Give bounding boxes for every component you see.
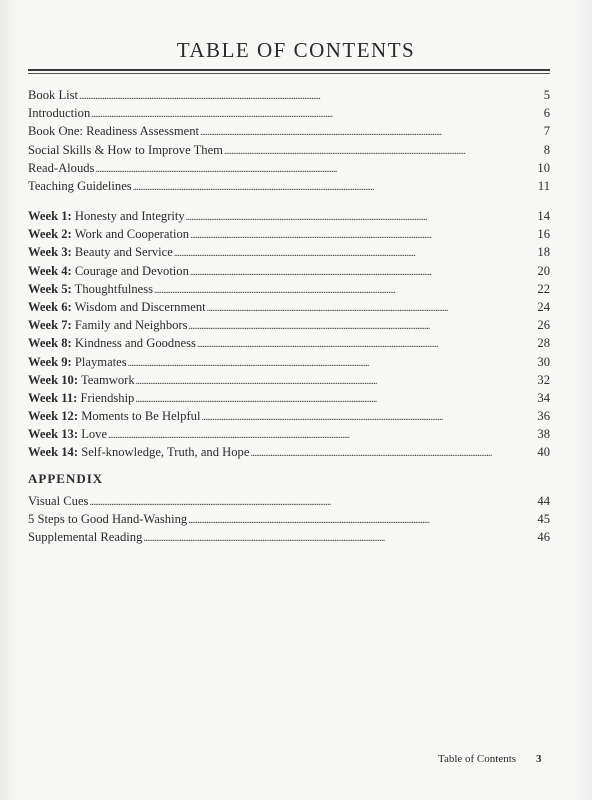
toc-entry-title (28, 316, 188, 334)
toc-entry-label: Love (81, 427, 108, 442)
toc-page-number: 28 (537, 336, 550, 351)
dot-leader (95, 161, 536, 179)
dot-leader (128, 355, 537, 373)
toc-entry (28, 207, 550, 225)
toc-entry-label: Beauty and Service (74, 245, 173, 260)
toc-entry-title (28, 492, 88, 510)
toc-entry-title (28, 407, 200, 425)
toc-page-number: 10 (537, 160, 550, 175)
toc-entry-title (28, 159, 94, 177)
dot-leader (136, 373, 537, 391)
toc-entry (28, 159, 550, 177)
toc-entry (28, 528, 550, 546)
toc-entry (28, 316, 550, 334)
toc-entry-title (28, 122, 199, 140)
dot-leader (250, 445, 536, 463)
dot-leader (189, 318, 537, 336)
toc-entry-title (28, 177, 132, 195)
appendix-heading: APPENDIX (28, 471, 104, 486)
dot-leader (154, 282, 536, 300)
toc-page-number: 14 (537, 209, 550, 223)
toc-page-number: 30 (537, 354, 550, 369)
toc-entry (28, 280, 550, 298)
toc-entry-label: Introduction (28, 106, 91, 121)
footer-page-number: 3 (536, 753, 542, 765)
toc-entry-label: Visual Cues (28, 494, 89, 508)
toc-entry-title (28, 510, 187, 528)
week-number: Week 9: (28, 354, 72, 369)
toc-page-number: 16 (537, 227, 550, 242)
toc-entry (28, 407, 550, 425)
toc-page-number: 44 (537, 494, 550, 508)
page-footer (0, 753, 592, 769)
toc-entry (28, 353, 550, 371)
week-number: Week 10: (28, 372, 79, 387)
toc-entry-title (28, 334, 196, 352)
week-number: Week 5: (28, 281, 72, 296)
dot-leader (190, 264, 537, 282)
toc-page-number: 20 (537, 263, 550, 278)
toc-entry-label: Teamwork (80, 372, 135, 387)
page-title: TABLE OF CONTENTS (176, 38, 416, 62)
toc-entry (28, 492, 550, 510)
dot-leader (224, 143, 543, 161)
toc-page-number: 36 (537, 409, 550, 424)
toc-page-number: 6 (543, 106, 550, 121)
toc-entry-label: Thoughtfulness (74, 281, 154, 296)
toc-page-number: 46 (537, 530, 550, 545)
toc-page-number: 18 (537, 245, 550, 260)
toc-entry-title (28, 528, 142, 546)
toc-entry-label: Book List (28, 88, 79, 102)
toc-entry-label: Kindness and Goodness (74, 336, 196, 351)
dot-leader (201, 409, 536, 427)
toc-entry-label: Read-Alouds (28, 160, 95, 175)
week-number: Week 8: (28, 336, 72, 351)
toc-page-number: 45 (537, 512, 550, 527)
toc-page-number: 32 (537, 372, 550, 387)
footer-label: Table of Contents (438, 753, 517, 765)
appendix-list (28, 492, 550, 547)
dot-leader (190, 227, 536, 245)
toc-entry-label: Honesty and Integrity (74, 209, 185, 223)
week-number: Week 7: (28, 318, 72, 333)
toc-entry-title (28, 225, 189, 243)
toc-entry-title (28, 443, 249, 461)
dot-leader (79, 88, 543, 106)
week-number: Week 1: (28, 209, 72, 223)
toc-page-number: 38 (537, 427, 550, 442)
toc-entry-title (28, 353, 127, 371)
toc-entry (28, 177, 550, 195)
toc-entry-label: Self-knowledge, Truth, and Hope (81, 445, 250, 460)
front-matter-list (28, 86, 550, 195)
toc-entry-label: Supplemental Reading (28, 530, 143, 545)
dot-leader (133, 179, 537, 197)
toc-entry-label: 5 Steps to Good Hand-Washing (28, 512, 188, 527)
toc-entry-label: Moments to Be Helpful (81, 409, 201, 424)
toc-entry (28, 510, 550, 528)
toc-page-number: 7 (543, 124, 550, 139)
toc-entry-title (28, 425, 107, 443)
toc-page-number: 40 (537, 445, 550, 460)
dot-leader (143, 530, 536, 548)
toc-entry (28, 86, 550, 104)
week-number: Week 14: (28, 445, 79, 460)
week-number: Week 3: (28, 245, 72, 260)
toc-entry (28, 425, 550, 443)
toc-entry-title (28, 207, 185, 225)
dot-leader (197, 336, 536, 354)
toc-entry-title (28, 298, 206, 316)
toc-page-number: 26 (537, 318, 550, 333)
week-number: Week 4: (28, 263, 72, 278)
toc-entry-label: Book One: Readiness Assessment (28, 124, 200, 139)
weeks-list (28, 207, 550, 462)
toc-entry-label: Family and Neighbors (74, 318, 188, 333)
toc-entry-title (28, 243, 173, 261)
dot-leader (186, 209, 537, 227)
toc-entry (28, 141, 550, 159)
toc-entry (28, 262, 550, 280)
toc-entry (28, 104, 550, 122)
toc-entry-label: Social Skills & How to Improve Them (28, 142, 223, 157)
toc-page-number: 24 (537, 299, 550, 314)
toc-page-number: 34 (537, 390, 550, 405)
toc-entry-title (28, 371, 135, 389)
dot-leader (200, 124, 543, 142)
week-number: Week 13: (28, 427, 79, 442)
toc-entry (28, 334, 550, 352)
toc-entry-title (28, 389, 134, 407)
toc-entry-label: Wisdom and Discernment (74, 299, 206, 314)
dot-leader (174, 245, 537, 263)
week-number: Week 11: (28, 390, 78, 405)
toc-entry-label: Teaching Guidelines (28, 178, 132, 193)
dot-leader (207, 300, 537, 318)
dot-leader (188, 512, 536, 530)
toc-entry (28, 243, 550, 261)
week-number: Week 2: (28, 227, 72, 242)
toc-entry-label: Work and Cooperation (74, 227, 190, 242)
week-number: Week 6: (28, 299, 72, 314)
toc-entry (28, 443, 550, 461)
toc-page-number: 11 (537, 178, 550, 193)
title-rule (28, 69, 550, 71)
toc-entry-label: Playmates (74, 354, 127, 369)
toc-entry-title (28, 104, 90, 122)
toc-entry-title (28, 141, 223, 159)
toc-entry-label: Friendship (80, 390, 135, 405)
title-rule-thin (28, 73, 550, 74)
toc-page-number: 22 (537, 281, 550, 296)
toc-entry-label: Courage and Devotion (74, 263, 189, 278)
toc-entry (28, 122, 550, 140)
toc-entry-title (28, 280, 153, 298)
toc-entry-title (28, 86, 78, 104)
toc-entry (28, 298, 550, 316)
toc-entry (28, 225, 550, 243)
toc-entry (28, 371, 550, 389)
week-number: Week 12: (28, 409, 79, 424)
toc-entry-title (28, 262, 189, 280)
toc-page-number: 5 (543, 88, 550, 102)
toc-entry (28, 389, 550, 407)
toc-page-number: 8 (543, 142, 550, 157)
